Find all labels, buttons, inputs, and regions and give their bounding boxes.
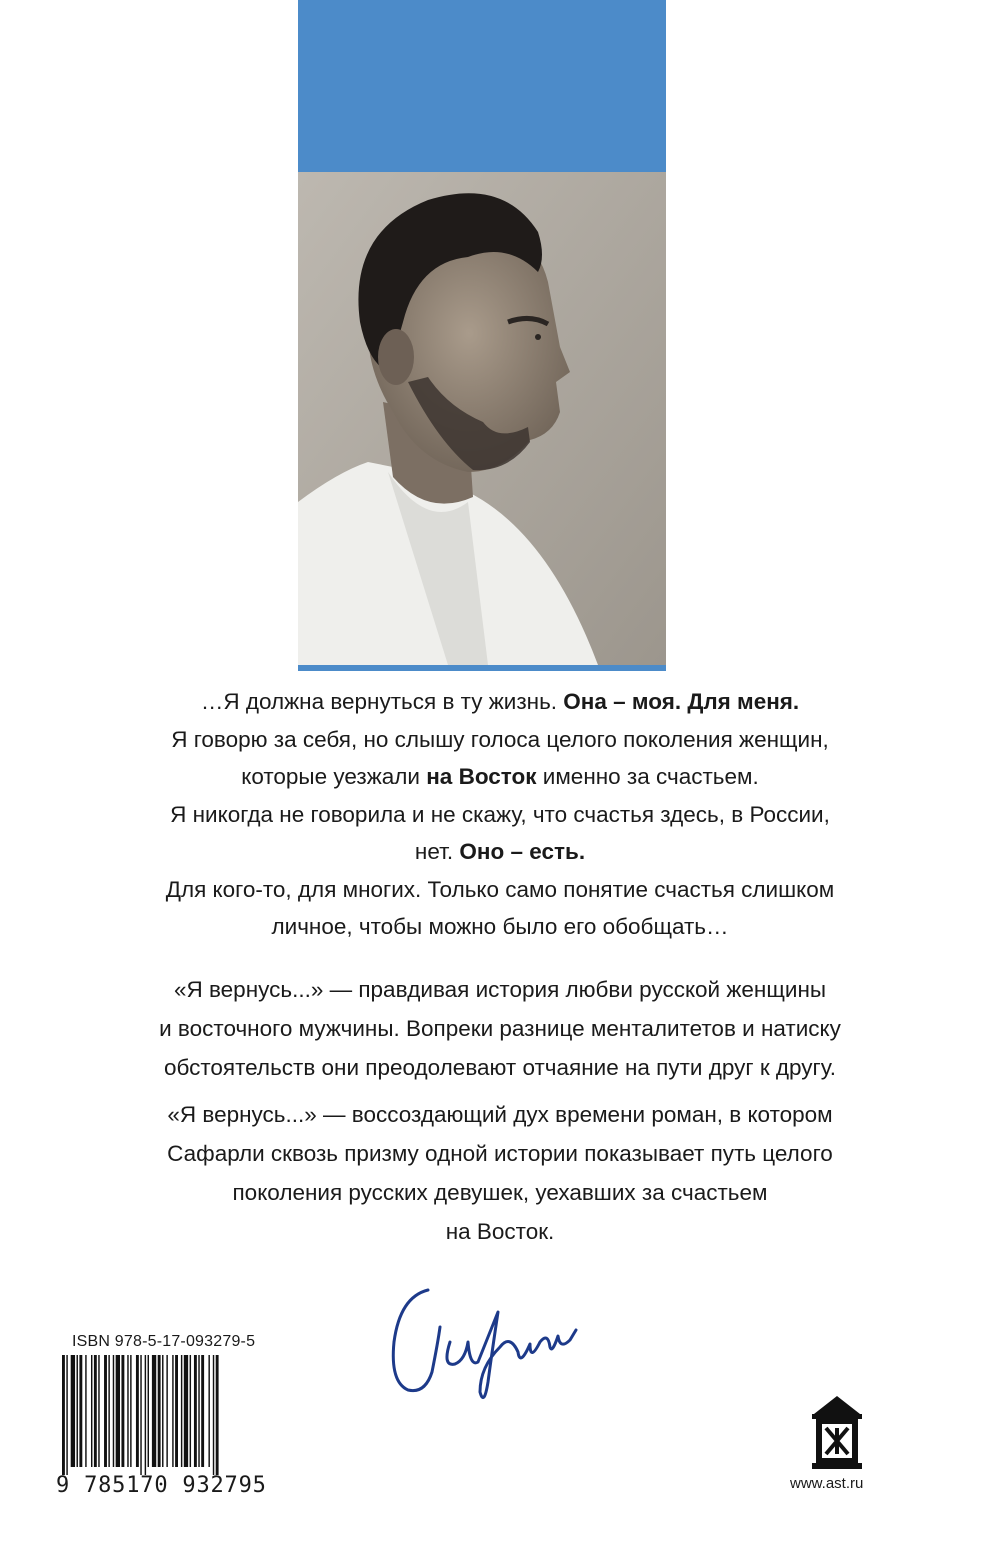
isbn-text: ISBN 978-5-17-093279-5 [72, 1333, 256, 1350]
barcode-bar [194, 1355, 197, 1467]
barcode-bar [140, 1355, 141, 1475]
barcode-bar [71, 1355, 75, 1467]
quote-line-2: Я говорю за себя, но слышу голоса целого поколения женщин, [171, 726, 829, 752]
barcode-bar [152, 1355, 156, 1467]
quote-block [40, 683, 960, 946]
photo-underline [298, 665, 666, 671]
barcode-bar [98, 1355, 99, 1467]
publisher-logo-icon [808, 1392, 866, 1470]
barcode-bar [79, 1355, 82, 1467]
barcode-bar [198, 1355, 199, 1467]
description-2-line: поколения русских девушек, уехавших за счастьем [232, 1180, 768, 1205]
quote-line-6: Для кого-то, для многих. Только само понятие счастья слишком [165, 876, 835, 902]
barcode-bar [136, 1355, 139, 1467]
quote-line-3: которые уезжали на Восток именно за счастьем. [241, 764, 759, 789]
publisher-url: www.ast.ru [790, 1475, 864, 1492]
description-1-line: обстоятельств они преодолевают отчаяние на пути друг к другу. [163, 1055, 837, 1080]
barcode-bar [94, 1355, 97, 1467]
author-photo [298, 172, 666, 665]
barcode-bar [127, 1355, 128, 1467]
description-1-line: «Я вернусь...» — правдивая история любви русской женщины [173, 977, 827, 1002]
quote-line-7: личное, чтобы можно было его обобщать… [271, 914, 729, 939]
description-2-line: Сафарли сквозь призму одной истории показывает путь целого [167, 1141, 833, 1166]
barcode-bar [121, 1355, 124, 1467]
barcode-bar [175, 1355, 178, 1467]
barcode-digits: 9 785170 932795 [56, 1473, 267, 1498]
quote-line-5: нет. Оно – есть. [414, 839, 586, 864]
barcode-bar [104, 1355, 107, 1467]
barcode-bar [113, 1355, 114, 1467]
barcode-bar [158, 1355, 161, 1467]
barcode-bar [116, 1355, 120, 1467]
quote-line-1: …Я должна вернуться в ту жизнь. Она – моя. Для меня. [200, 689, 800, 714]
description-2-line: «Я вернусь...» — воссоздающий дух времени роман, в котором [167, 1102, 833, 1127]
barcode-bar [216, 1355, 219, 1475]
barcode-bar [91, 1355, 92, 1467]
barcode-bar [166, 1355, 167, 1467]
barcode-bar [184, 1355, 188, 1467]
barcode-bar [85, 1355, 86, 1467]
barcode-bar [145, 1355, 146, 1475]
barcode-bar [208, 1355, 209, 1467]
description-paragraph-2 [40, 1095, 960, 1251]
barcode-bar [108, 1355, 109, 1467]
blue-header-band [298, 0, 666, 172]
barcode-bar [172, 1355, 173, 1467]
barcode [60, 1355, 290, 1475]
barcode-bar [213, 1355, 214, 1475]
barcode-bar [77, 1355, 78, 1467]
barcode-bar [181, 1355, 182, 1467]
barcode-bar [148, 1355, 149, 1467]
description-2-line: на Восток. [445, 1219, 555, 1244]
quote-line-4: Я никогда не говорила и не скажу, что счастья здесь, в России, [170, 801, 830, 827]
barcode-bar [66, 1355, 67, 1475]
barcode-bar [201, 1355, 204, 1467]
barcode-bar [130, 1355, 131, 1467]
barcode-bar [190, 1355, 191, 1467]
author-signature [380, 1272, 610, 1412]
description-paragraph-1 [40, 970, 960, 1087]
barcode-bar [162, 1355, 163, 1467]
description-1-line: и восточного мужчины. Вопреки разнице менталитетов и натиску [159, 1016, 841, 1041]
barcode-bar [62, 1355, 65, 1475]
